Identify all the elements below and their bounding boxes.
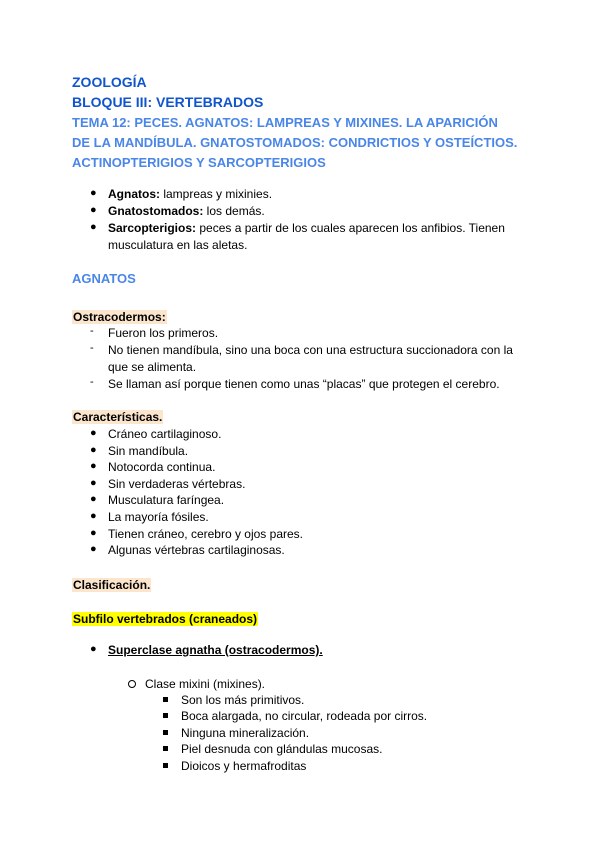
clase-subitem: Son los más primitivos. — [181, 693, 305, 707]
caracteristica-item: Sin mandíbula. — [108, 444, 189, 458]
bullet-dot-icon: ● — [90, 221, 97, 233]
caracteristicas-heading-label: Características. — [73, 410, 163, 424]
term-text: lampreas y mixinies. — [160, 187, 273, 201]
square-bullet-icon — [163, 763, 168, 768]
hollow-circle-bullet-icon — [128, 680, 136, 688]
caracteristicas-heading — [72, 408, 163, 426]
ostracodermos-item-continuation: que se alimenta. — [108, 360, 197, 374]
caracteristica-item: Cráneo cartilaginoso. — [108, 427, 222, 441]
caracteristica-item: La mayoría fósiles. — [108, 510, 209, 524]
bullet-dot-icon: ● — [90, 187, 97, 199]
term-text: peces a partir de los cuales aparecen los anfibios. Tienen — [196, 221, 505, 235]
clase-subitem: Boca alargada, no circular, rodeada por cirros. — [181, 709, 428, 723]
term-label: Sarcopterigios: — [108, 221, 197, 235]
bullet-dot-icon: ● — [90, 204, 97, 216]
clasificacion-heading — [72, 576, 151, 594]
topic-title-line-2: DE LA MANDÍBULA. GNATOSTOMADOS: CONDRICTIOS Y OSTEÍCTIOS. — [72, 135, 518, 150]
clasificacion-heading-label: Clasificación. — [73, 578, 151, 592]
ostracodermos-item: No tienen mandíbula, sino una boca con una estructura succionadora con la — [108, 343, 513, 357]
doc-title: ZOOLOGÍA — [72, 74, 147, 90]
caracteristica-item: Tienen cráneo, cerebro y ojos pares. — [108, 527, 303, 541]
bullet-dot-icon: ● — [90, 510, 97, 522]
bullet-dot-icon: ● — [90, 477, 97, 489]
topic-title-line-1: TEMA 12: PECES. AGNATOS: LAMPREAS Y MIXINES. LA APARICIÓN — [72, 115, 498, 130]
subfilo-heading — [72, 610, 258, 628]
clase-item: Clase mixini (mixines). — [145, 677, 266, 691]
ostracodermos-item: Se llaman así porque tienen como unas “placas” que protegen el cerebro. — [108, 377, 500, 391]
caracteristica-item: Algunas vértebras cartilaginosas. — [108, 543, 285, 557]
caracteristica-item: Musculatura faríngea. — [108, 493, 225, 507]
bullet-dot-icon: ● — [90, 643, 97, 655]
term-label: Gnatostomados: — [108, 204, 204, 218]
square-bullet-icon — [163, 746, 168, 751]
square-bullet-icon — [163, 697, 168, 702]
dash-bullet: - — [90, 325, 94, 337]
clase-subitem: Ninguna mineralización. — [181, 726, 310, 740]
bullet-dot-icon: ● — [90, 427, 97, 439]
superclase-label: Superclase agnatha (ostracodermos). — [108, 643, 323, 657]
intro-bullet-gnatostomados — [108, 203, 265, 219]
intro-bullet-sarcopterigios-continuation: musculatura en las aletas. — [108, 238, 248, 252]
caracteristica-item: Sin verdaderas vértebras. — [108, 477, 246, 491]
ostracodermos-item: Fueron los primeros. — [108, 326, 219, 340]
dash-bullet: - — [90, 376, 94, 388]
term-label: Agnatos: — [108, 187, 160, 201]
superclase-item — [108, 642, 323, 658]
intro-bullet-sarcopterigios — [108, 220, 505, 236]
intro-bullet-agnatos — [108, 186, 272, 202]
block-title: BLOQUE III: VERTEBRADOS — [72, 94, 264, 110]
topic-title-line-3: ACTINOPTERIGIOS Y SARCOPTERIGIOS — [72, 155, 326, 170]
section-heading-agnatos: AGNATOS — [72, 271, 136, 286]
bullet-dot-icon: ● — [90, 543, 97, 555]
term-text: los demás. — [203, 204, 265, 218]
bullet-dot-icon: ● — [90, 444, 97, 456]
bullet-dot-icon: ● — [90, 527, 97, 539]
dash-bullet: - — [90, 342, 94, 354]
ostracodermos-heading — [72, 308, 167, 326]
square-bullet-icon — [163, 713, 168, 718]
clase-subitem: Dioicos y hermafroditas — [181, 759, 307, 773]
ostracodermos-heading-label: Ostracodermos: — [73, 310, 166, 324]
clase-subitem: Piel desnuda con glándulas mucosas. — [181, 742, 383, 756]
caracteristica-item: Notocorda continua. — [108, 460, 216, 474]
bullet-dot-icon: ● — [90, 493, 97, 505]
bullet-dot-icon: ● — [90, 460, 97, 472]
subfilo-heading-label: Subfilo vertebrados (craneados) — [73, 612, 258, 626]
square-bullet-icon — [163, 730, 168, 735]
